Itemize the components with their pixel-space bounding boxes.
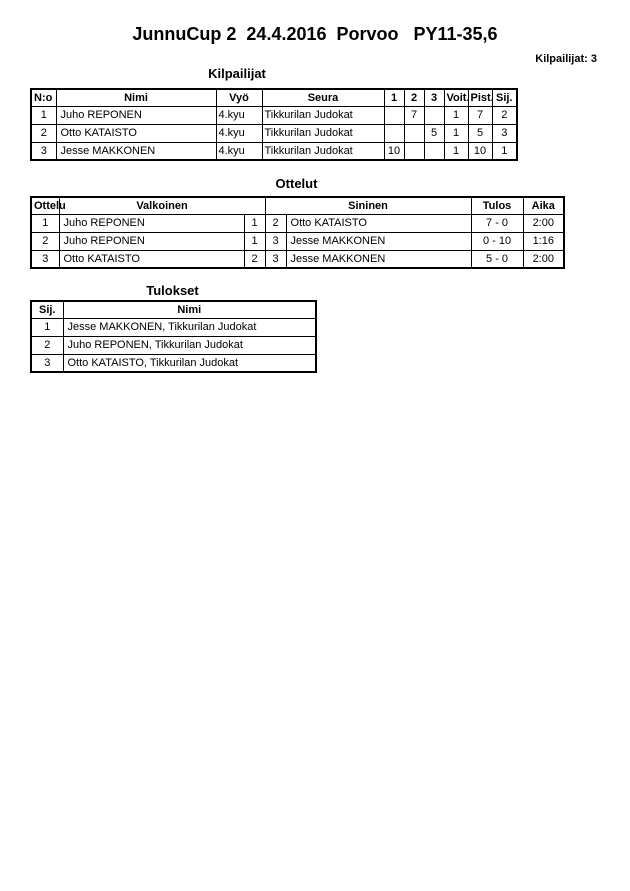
cell-seura: Tikkurilan Judokat [262,124,384,142]
cell-rank: 2 [31,336,63,354]
cell-pist: 5 [468,124,492,142]
table-header-row [31,89,517,106]
col-header-tulos: Tulos [471,197,523,214]
cell-name-club: Juho REPONEN, Tikkurilan Judokat [63,336,316,354]
cell-round3 [424,106,444,124]
cell-match-number: 1 [31,214,59,232]
cell-white-number: 2 [244,250,265,268]
cell-round3: 5 [424,124,444,142]
cell-result: 0 - 10 [471,232,523,250]
cell-round3 [424,142,444,160]
cell-blue-number: 3 [265,250,286,268]
col-header-round1: 1 [384,89,404,106]
cell-blue-name: Jesse MAKKONEN [286,250,471,268]
tulokset-table [30,300,317,373]
cell-vyo: 4.kyu [216,106,262,124]
cell-nimi: Juho REPONEN [56,106,216,124]
cell-result: 7 - 0 [471,214,523,232]
cell-white-name: Otto KATAISTO [59,250,244,268]
cell-sij: 1 [492,142,517,160]
col-header-nro: N:o [31,89,56,106]
cell-pist: 10 [468,142,492,160]
col-header-sij: Sij. [31,301,63,318]
page-title: JunnuCup 2 24.4.2016 Porvoo PY11-35,6 [132,24,498,44]
cell-voit: 1 [444,124,468,142]
cell-rank: 3 [31,354,63,372]
cell-nimi: Otto KATAISTO [56,124,216,142]
cell-sij: 2 [492,106,517,124]
cell-nro: 1 [31,106,56,124]
col-header-seura: Seura [262,89,384,106]
col-header-nimi: Nimi [56,89,216,106]
cell-name-club: Jesse MAKKONEN, Tikkurilan Judokat [63,318,316,336]
cell-pist: 7 [468,106,492,124]
col-header-round2: 2 [404,89,424,106]
cell-voit: 1 [444,106,468,124]
col-header-vyo: Vyö [216,89,262,106]
cell-match-number: 2 [31,232,59,250]
col-header-round3: 3 [424,89,444,106]
table-row [31,232,564,250]
cell-white-number: 1 [244,232,265,250]
competitors-count-label: Kilpailijat: 3 [535,53,597,65]
cell-vyo: 4.kyu [216,124,262,142]
cell-round1: 10 [384,142,404,160]
cell-blue-name: Otto KATAISTO [286,214,471,232]
col-header-ottelu: Ottelu [31,197,59,214]
cell-blue-name: Jesse MAKKONEN [286,232,471,250]
table-row [31,106,517,124]
cell-time: 2:00 [523,250,564,268]
cell-nimi: Jesse MAKKONEN [56,142,216,160]
col-header-aika: Aika [523,197,564,214]
kilpailijat-table [30,88,518,161]
cell-round2: 7 [404,106,424,124]
table-row [31,318,316,336]
table-row [31,250,564,268]
section-title-tulokset: Tulokset [146,283,199,298]
table-row [31,354,316,372]
col-header-voit: Voit. [444,89,468,106]
cell-nro: 3 [31,142,56,160]
cell-match-number: 3 [31,250,59,268]
cell-white-name: Juho REPONEN [59,232,244,250]
cell-sij: 3 [492,124,517,142]
section-title-ottelut: Ottelut [275,176,318,191]
cell-round1 [384,124,404,142]
col-header-pist: Pist. [468,89,492,106]
col-header-sij: Sij. [492,89,517,106]
table-row [31,142,517,160]
col-header-sininen: Sininen [265,197,471,214]
cell-round2 [404,124,424,142]
cell-nro: 2 [31,124,56,142]
cell-vyo: 4.kyu [216,142,262,160]
cell-white-number: 1 [244,214,265,232]
table-header-row [31,301,316,318]
col-header-nimi: Nimi [63,301,316,318]
cell-round2 [404,142,424,160]
cell-blue-number: 2 [265,214,286,232]
ottelut-table [30,196,565,269]
cell-blue-number: 3 [265,232,286,250]
cell-seura: Tikkurilan Judokat [262,142,384,160]
col-header-valkoinen: Valkoinen [59,197,265,214]
table-row [31,214,564,232]
cell-seura: Tikkurilan Judokat [262,106,384,124]
cell-result: 5 - 0 [471,250,523,268]
cell-name-club: Otto KATAISTO, Tikkurilan Judokat [63,354,316,372]
table-header-row [31,197,564,214]
table-row [31,124,517,142]
cell-time: 1:16 [523,232,564,250]
cell-round1 [384,106,404,124]
table-row [31,336,316,354]
cell-voit: 1 [444,142,468,160]
cell-rank: 1 [31,318,63,336]
cell-time: 2:00 [523,214,564,232]
section-title-kilpailijat: Kilpailijat [208,66,266,81]
cell-white-name: Juho REPONEN [59,214,244,232]
